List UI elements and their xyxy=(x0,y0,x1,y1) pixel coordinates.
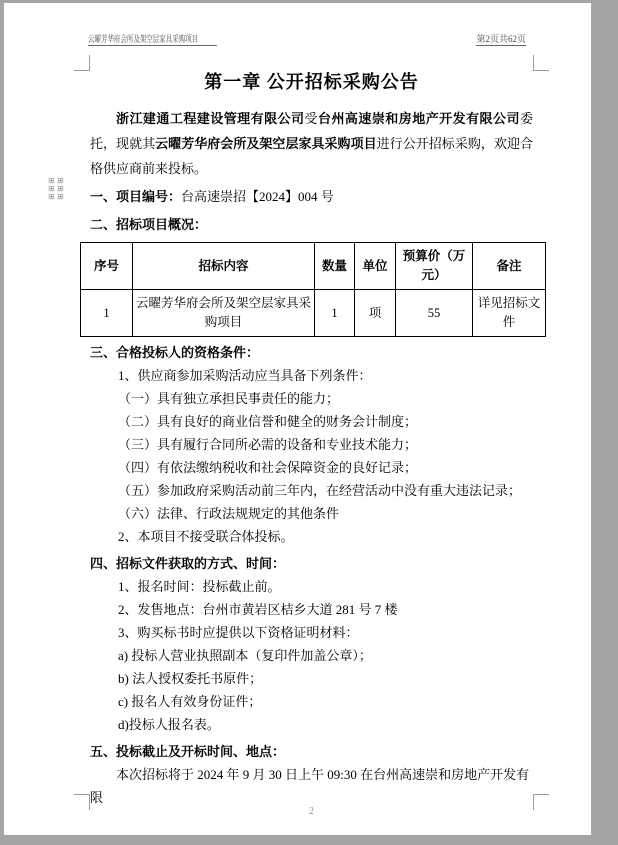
cell-quantity: 1 xyxy=(315,290,355,337)
qualification-item: 2、本项目不接受联合体投标。 xyxy=(118,529,294,544)
col-header-remark: 备注 xyxy=(473,243,546,290)
qualification-item: （二）具有良好的商业信誉和健全的财务会计制度； xyxy=(118,414,418,429)
intro-paragraph xyxy=(90,106,533,181)
chapter-title: 第一章 公开招标采购公告 xyxy=(204,72,419,92)
qualification-item: （五）参加政府采购活动前三年内，在经营活动中没有重大违法记录； xyxy=(118,483,522,498)
qualification-item: 1、供应商参加采购活动应当具备下列条件： xyxy=(118,368,372,383)
header-doc-title: 云曜芳华府会所及架空层家具采购项目 xyxy=(88,33,217,46)
document-access-item: c) 报名人有效身份证件； xyxy=(118,694,262,709)
project-number-value: 台高速崇招【2024】004 号 xyxy=(181,189,334,204)
document-page xyxy=(4,3,591,835)
section-1-label: 一、项目编号： xyxy=(90,189,182,204)
project-name: 云曜芳华府会所及架空层家具采购项目 xyxy=(155,136,377,151)
section-project-overview xyxy=(90,213,533,237)
document-access-item: d)投标人报名表。 xyxy=(118,717,220,732)
header-page-indicator: 第2页共62页 xyxy=(476,34,526,44)
page-number: 2 xyxy=(309,806,314,817)
cell-seq: 1 xyxy=(81,290,133,337)
section-4-label: 四、招标文件获取的方式、时间： xyxy=(90,556,286,571)
qualification-item: （三）具有履行合同所必需的设备和专业技术能力； xyxy=(118,437,418,452)
section-document-access xyxy=(90,552,533,575)
document-access-item: 3、购买标书时应提供以下资格证明材料： xyxy=(118,625,359,640)
intro-text-2: 委托，现就其 xyxy=(90,111,533,151)
crop-mark-top-right xyxy=(533,55,549,71)
intro-text-3: 进行公开招标采购，欢迎合格供应商前来投标。 xyxy=(90,136,533,176)
col-header-budget: 预算价（万元） xyxy=(396,243,473,290)
qualification-item: （四）有依法缴纳税收和社会保障资金的良好记录； xyxy=(118,460,418,475)
section-qualifications xyxy=(90,341,533,364)
cell-remark: 详见招标文件 xyxy=(473,290,546,337)
intro-text-1: 受 xyxy=(304,111,318,126)
crop-mark-top-left xyxy=(74,55,90,71)
section-2-label: 二、招标项目概况： xyxy=(90,217,208,232)
section-project-number xyxy=(90,185,533,209)
bid-summary-table xyxy=(80,242,546,337)
cell-budget: 55 xyxy=(396,290,473,337)
cell-content: 云曜芳华府会所及架空层家具采购项目 xyxy=(133,290,315,337)
col-header-content: 招标内容 xyxy=(133,243,315,290)
dot-grid-anchor-icon: ⊞ ⊞ ⊞ ⊞ ⊞ ⊞ xyxy=(48,176,64,201)
client-name: 台州高速崇和房地产开发有限公司 xyxy=(317,111,520,126)
section-deadline xyxy=(90,740,533,763)
crop-mark-bottom-right xyxy=(533,794,549,810)
section-5-label: 五、投标截止及开标时间、地点： xyxy=(90,744,286,759)
section-3-label: 三、合格投标人的资格条件： xyxy=(90,345,260,360)
agency-name: 浙江建通工程建设管理有限公司 xyxy=(116,111,305,126)
col-header-unit: 单位 xyxy=(355,243,396,290)
qualification-item: （一）具有独立承担民事责任的能力； xyxy=(118,391,340,406)
table-row xyxy=(81,290,546,337)
cell-unit: 项 xyxy=(355,290,396,337)
document-access-item: 2、发售地点：台州市黄岩区桔乡大道 281 号 7 楼 xyxy=(118,602,398,617)
page-header xyxy=(88,33,526,46)
qualification-item: （六）法律、行政法规规定的其他条件 xyxy=(118,506,340,521)
table-header-row xyxy=(81,243,546,290)
document-access-item: a) 投标人营业执照副本（复印件加盖公章）； xyxy=(118,648,372,663)
crop-mark-bottom-left xyxy=(74,794,90,810)
deadline-paragraph: 本次招标将于 2024 年 9 月 30 日上午 09:30 在台州高速崇和房地产开发有限 xyxy=(90,767,530,805)
document-access-item: b) 法人授权委托书原件； xyxy=(118,671,263,686)
col-header-seq: 序号 xyxy=(81,243,133,290)
col-header-quantity: 数量 xyxy=(315,243,355,290)
document-access-item: 1、报名时间：投标截止前。 xyxy=(118,579,281,594)
document-body xyxy=(90,61,541,809)
